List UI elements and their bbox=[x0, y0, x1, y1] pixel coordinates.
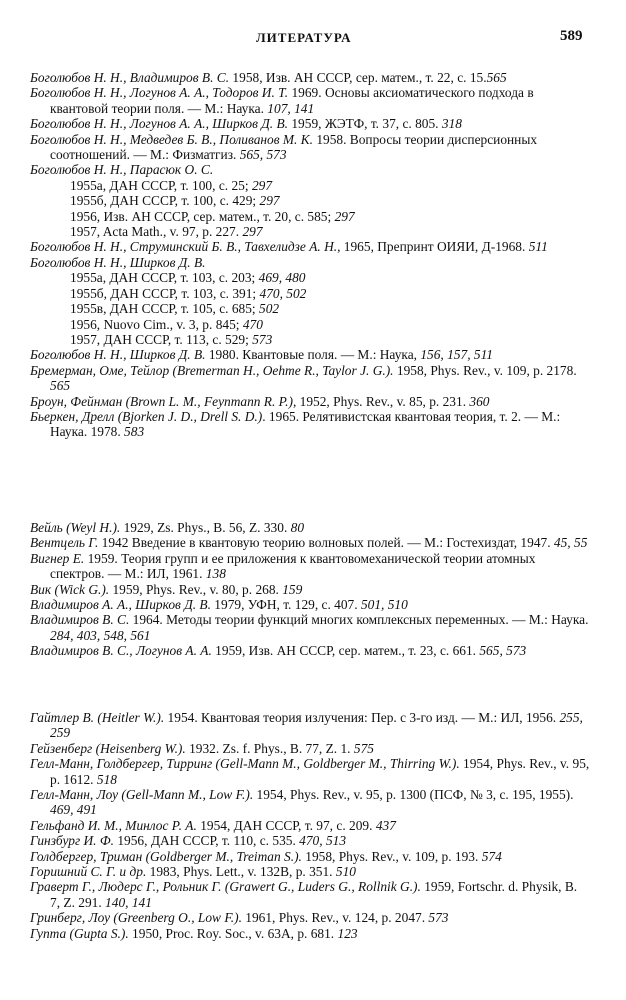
reference-text: 1979, УФН, т. 129, с. 407. bbox=[210, 597, 361, 613]
reference-text: 1958, Phys. Rev., v. 109, p. 2178. bbox=[393, 362, 577, 378]
reference-text: 1954, Phys. Rev., v. 95, p. 1300 (ПСФ, № 3, с. 195, 1955). bbox=[253, 787, 574, 803]
running-title: ЛИТЕРАТУРА bbox=[256, 30, 352, 45]
reference-subentry bbox=[50, 224, 590, 239]
reference-line bbox=[30, 740, 590, 756]
reference-line bbox=[30, 848, 590, 864]
reference-text: 1983, Phys. Lett., v. 132B, p. 351. bbox=[146, 864, 336, 880]
reference-entry bbox=[30, 132, 590, 163]
reference-text: 1959. Теория групп и ее приложения к квантовомеханической теории атомных спектров. — М.: ИЛ, 1961. bbox=[50, 550, 536, 582]
reference-pages: 156, 157, 511 bbox=[420, 347, 493, 363]
reference-text: 1958, Изв. АН СССР, сер. матем., т. 22, с. 15. bbox=[229, 70, 487, 85]
reference-line bbox=[30, 710, 590, 741]
reference-line bbox=[30, 347, 590, 363]
reference-line bbox=[30, 643, 590, 659]
reference-text: 1950, Proc. Roy. Soc., v. 63A, p. 681. bbox=[128, 925, 338, 941]
reference-authors: Гринберг, Лоу (Greenberg O., Low F.). bbox=[30, 910, 242, 926]
reference-pages: 565, 573 bbox=[479, 643, 527, 659]
reference-authors: Вейль (Weyl H.). bbox=[30, 520, 121, 535]
reference-pages: 470, 513 bbox=[299, 833, 347, 849]
reference-line bbox=[30, 925, 590, 941]
reference-authors: Граверт Г., Людерс Г., Рольник Г. (Grawert G., Luders G., Rollnik G.). bbox=[30, 879, 421, 895]
reference-line bbox=[30, 833, 590, 849]
reference-pages: 107, 141 bbox=[267, 100, 315, 116]
reference-pages: 574 bbox=[481, 848, 502, 864]
reference-authors: Гельфанд И. М., Минлос Р. А. bbox=[30, 817, 197, 833]
reference-line bbox=[30, 535, 590, 551]
reference-authors: Броун, Фейнман (Brown L. M., Feynmann R. P.) bbox=[30, 393, 293, 409]
reference-authors: Горишний С. Г. и др. bbox=[30, 864, 147, 880]
reference-text: 1955б, ДАН СССР, т. 100, с. 429; bbox=[70, 193, 260, 209]
reference-line bbox=[30, 393, 590, 409]
reference-entry bbox=[30, 741, 590, 756]
reference-pages: 470, 502 bbox=[259, 285, 307, 301]
reference-text: 1954. Квантовая теория излучения: Пер. с 3-го изд. — М.: ИЛ, 1956. bbox=[164, 710, 560, 725]
reference-text: 1964. Методы теории функций многих комплексных переменных. — М.: Наука. bbox=[129, 612, 589, 628]
page-number: 589 bbox=[560, 28, 583, 44]
reference-authors: Гайтлер В. (Heitler W.). bbox=[30, 710, 165, 725]
reference-entry bbox=[30, 879, 590, 910]
reference-entry bbox=[30, 597, 590, 612]
reference-authors: Боголюбов Н. Н., Струминский Б. В., Тавхелидзе А. Н. bbox=[30, 239, 338, 255]
reference-text: 1969. Основы аксиоматического подхода в квантовой теории поля. — М.: Наука. bbox=[50, 85, 534, 116]
reference-pages: 518 bbox=[96, 771, 117, 787]
reference-pages: 469, 480 bbox=[258, 270, 306, 286]
reference-line bbox=[30, 817, 590, 833]
reference-text: 1955б, ДАН СССР, т. 103, с. 391; bbox=[70, 285, 260, 301]
reference-text: 1956, Nuovo Cim., v. 3, p. 845; bbox=[70, 316, 243, 332]
reference-pages: 437 bbox=[375, 817, 396, 833]
reference-line bbox=[30, 85, 590, 116]
reference-text: 1959, ЖЭТФ, т. 37, с. 805. bbox=[288, 116, 442, 132]
reference-pages: 159 bbox=[282, 581, 303, 597]
reference-entry bbox=[30, 70, 590, 85]
reference-subentry bbox=[50, 286, 590, 301]
reference-authors: Владимиров В. С., Логунов А. А. bbox=[30, 643, 212, 659]
reference-pages: 297 bbox=[251, 177, 273, 193]
reference-entry bbox=[30, 833, 590, 848]
reference-pages: 573 bbox=[428, 910, 449, 926]
reference-text: 1956, Изв. АН СССР, сер. матем., т. 20, с. 585; bbox=[70, 208, 335, 224]
reference-entry bbox=[30, 551, 590, 582]
reference-entry bbox=[30, 116, 590, 131]
reference-line bbox=[30, 756, 590, 787]
reference-subentry bbox=[50, 193, 590, 208]
reference-line bbox=[30, 239, 590, 255]
reference-text: 1958. Вопросы теории дисперсионных соотношений. — М.: Физматгиз. bbox=[50, 131, 538, 163]
reference-pages: 502 bbox=[259, 301, 280, 317]
reference-entry bbox=[30, 162, 590, 239]
reference-pages: 575 bbox=[353, 740, 374, 756]
reference-pages: 297 bbox=[259, 193, 280, 209]
references-section-v bbox=[30, 520, 590, 659]
reference-entry bbox=[30, 363, 590, 394]
reference-text: 1959, Phys. Rev., v. 80, p. 268. bbox=[109, 581, 283, 597]
reference-text: 1929, Zs. Phys., B. 56, Z. 330. bbox=[120, 520, 291, 535]
reference-line bbox=[30, 254, 590, 270]
reference-line bbox=[30, 910, 590, 926]
reference-pages: 80 bbox=[290, 520, 305, 535]
reference-authors: Бьеркен, Дрелл (Bjorken J. D., Drell S. D.) bbox=[30, 408, 263, 424]
reference-text: 1954, ДАН СССР, т. 97, с. 209. bbox=[196, 817, 376, 833]
reference-pages: 510 bbox=[335, 864, 356, 880]
reference-text: 1955a, ДАН СССР, т. 103, с. 203; bbox=[70, 270, 259, 286]
reference-line bbox=[30, 362, 590, 394]
reference-pages: 470 bbox=[242, 316, 263, 332]
reference-text: , 1952, Phys. Rev., v. 85, p. 231. bbox=[292, 393, 470, 409]
reference-authors: Боголюбов Н. Н., Парасюк О. С. bbox=[30, 162, 214, 178]
reference-authors: Владимиров В. С. bbox=[30, 612, 130, 628]
reference-line bbox=[30, 116, 590, 132]
reference-text: 1957, Acta Math., v. 97, p. 227. bbox=[70, 224, 243, 240]
reference-line bbox=[30, 581, 590, 597]
reference-authors: Боголюбов Н. Н., Ширков Д. В. bbox=[30, 347, 206, 363]
reference-entry bbox=[30, 710, 590, 741]
reference-text: . 1965. Релятивистская квантовая теория, т. 2. — М.: Наука. 1978. bbox=[50, 408, 561, 440]
reference-entry bbox=[30, 535, 590, 550]
reference-pages: 583 bbox=[124, 424, 145, 440]
reference-entry bbox=[30, 910, 590, 925]
reference-text: 1957, ДАН СССР, т. 113, с. 529; bbox=[70, 331, 253, 347]
reference-line bbox=[30, 550, 590, 582]
reference-pages: 565 bbox=[50, 378, 71, 394]
reference-line bbox=[30, 70, 590, 85]
reference-pages: 255, 259 bbox=[50, 710, 583, 741]
reference-authors: Боголюбов Н. Н., Логунов А. А., Ширков Д. В. bbox=[30, 116, 289, 132]
reference-pages: 318 bbox=[441, 116, 462, 132]
reference-subentry bbox=[50, 317, 590, 332]
reference-authors: Бремерман, Оме, Тейлор (Bremerman H., Oehme R., Taylor J. G.). bbox=[30, 362, 394, 378]
reference-entry bbox=[30, 409, 590, 440]
page-header bbox=[0, 28, 626, 50]
reference-authors: Владимиров А. А., Ширков Д. В. bbox=[30, 597, 211, 613]
reference-subentry bbox=[50, 209, 590, 224]
reference-line bbox=[30, 597, 590, 613]
reference-authors: Гупта (Gupta S.). bbox=[30, 925, 129, 941]
reference-text: , 1965, Препринт ОИЯИ, Д-1968. bbox=[337, 239, 529, 255]
reference-text: 1932. Zs. f. Phys., B. 77, Z. 1. bbox=[185, 740, 354, 756]
reference-authors: Гелл-Манн, Лоу (Gell-Mann M., Low F.). bbox=[30, 787, 254, 803]
reference-entry bbox=[30, 394, 590, 409]
reference-entry bbox=[30, 582, 590, 597]
reference-authors: Боголюбов Н. Н., Медведев Б. В., Поливанов М. К. bbox=[30, 131, 313, 147]
reference-pages: 138 bbox=[205, 566, 226, 582]
reference-subentry bbox=[50, 332, 590, 347]
reference-text: 1955a, ДАН СССР, т. 100, с. 25; bbox=[70, 177, 252, 193]
reference-authors: Гейзенберг (Heisenberg W.). bbox=[30, 740, 186, 756]
reference-pages: 140, 141 bbox=[105, 894, 152, 910]
reference-text: 1956, ДАН СССР, т. 110, с. 535. bbox=[114, 833, 300, 849]
reference-pages: 284, 403, 548, 561 bbox=[50, 627, 151, 643]
reference-entry bbox=[30, 864, 590, 879]
reference-line bbox=[30, 879, 590, 910]
reference-line bbox=[30, 408, 590, 440]
reference-entry bbox=[30, 520, 590, 535]
reference-pages: 297 bbox=[242, 224, 263, 240]
reference-pages: 573 bbox=[252, 331, 273, 347]
reference-text: 1959, Fortschr. d. Physik, B. 7, Z. 291. bbox=[50, 879, 578, 910]
reference-pages: 469, 491 bbox=[50, 802, 97, 818]
reference-pages: 501, 510 bbox=[360, 597, 408, 613]
reference-line bbox=[30, 162, 590, 178]
reference-entry bbox=[30, 255, 590, 347]
reference-entry bbox=[30, 239, 590, 254]
reference-subentry bbox=[50, 178, 590, 193]
reference-authors: Вигнер Е. bbox=[30, 550, 85, 566]
reference-text: 1954, Phys. Rev., v. 95, p. 1612. bbox=[50, 756, 590, 787]
reference-text: 1980. Квантовые поля. — М.: Наука, bbox=[205, 347, 421, 363]
reference-entry bbox=[30, 818, 590, 833]
reference-text: 1955в, ДАН СССР, т. 105, с. 685; bbox=[70, 301, 259, 317]
reference-entry bbox=[30, 926, 590, 941]
reference-line bbox=[30, 612, 590, 643]
references-section-g bbox=[30, 710, 590, 941]
reference-authors: Боголюбов Н. Н., Логунов А. А., Тодоров И. Т. bbox=[30, 85, 289, 101]
references-section-b bbox=[30, 70, 590, 440]
reference-line bbox=[30, 864, 590, 880]
reference-authors: Вентцель Г. bbox=[30, 535, 99, 551]
reference-pages: 123 bbox=[337, 925, 358, 941]
reference-entry bbox=[30, 612, 590, 643]
reference-pages: 565, 573 bbox=[239, 147, 287, 163]
reference-pages: 360 bbox=[469, 393, 490, 409]
reference-text: 1942 Введение в квантовую теорию волновых полей. — М.: Гостехиздат, 1947. bbox=[98, 535, 554, 551]
reference-entry bbox=[30, 347, 590, 362]
reference-authors: Боголюбов Н. Н., Ширков Д. В. bbox=[30, 254, 206, 270]
reference-pages: 297 bbox=[334, 208, 355, 224]
reference-authors: Гинзбург И. Ф. bbox=[30, 833, 114, 849]
reference-subentry bbox=[50, 301, 590, 316]
reference-pages: 45, 55 bbox=[553, 535, 588, 551]
reference-pages: 511 bbox=[528, 239, 548, 255]
reference-entry bbox=[30, 849, 590, 864]
reference-text: 1959, Изв. АН СССР, сер. матем., т. 23, с. 661. bbox=[211, 643, 480, 659]
reference-authors: Боголюбов Н. Н., Владимиров В. С. bbox=[30, 70, 230, 85]
reference-authors: Гелл-Манн, Голдбергер, Тирринг (Gell-Mann M., Goldberger M., Thirring W.). bbox=[30, 756, 460, 772]
reference-entry bbox=[30, 787, 590, 818]
reference-entry bbox=[30, 85, 590, 116]
reference-line bbox=[30, 787, 590, 818]
reference-text: 1961, Phys. Rev., v. 124, p. 2047. bbox=[241, 910, 429, 926]
reference-line bbox=[30, 520, 590, 535]
reference-entry bbox=[30, 756, 590, 787]
reference-pages: 565 bbox=[486, 70, 507, 85]
reference-text: 1958, Phys. Rev., v. 109, p. 193. bbox=[301, 848, 482, 864]
reference-authors: Голдбергер, Триман (Goldberger M., Treiman S.). bbox=[30, 848, 302, 864]
reference-subentry bbox=[50, 270, 590, 285]
reference-entry bbox=[30, 643, 590, 658]
reference-line bbox=[30, 131, 590, 163]
reference-authors: Вик (Wick G.). bbox=[30, 581, 110, 597]
